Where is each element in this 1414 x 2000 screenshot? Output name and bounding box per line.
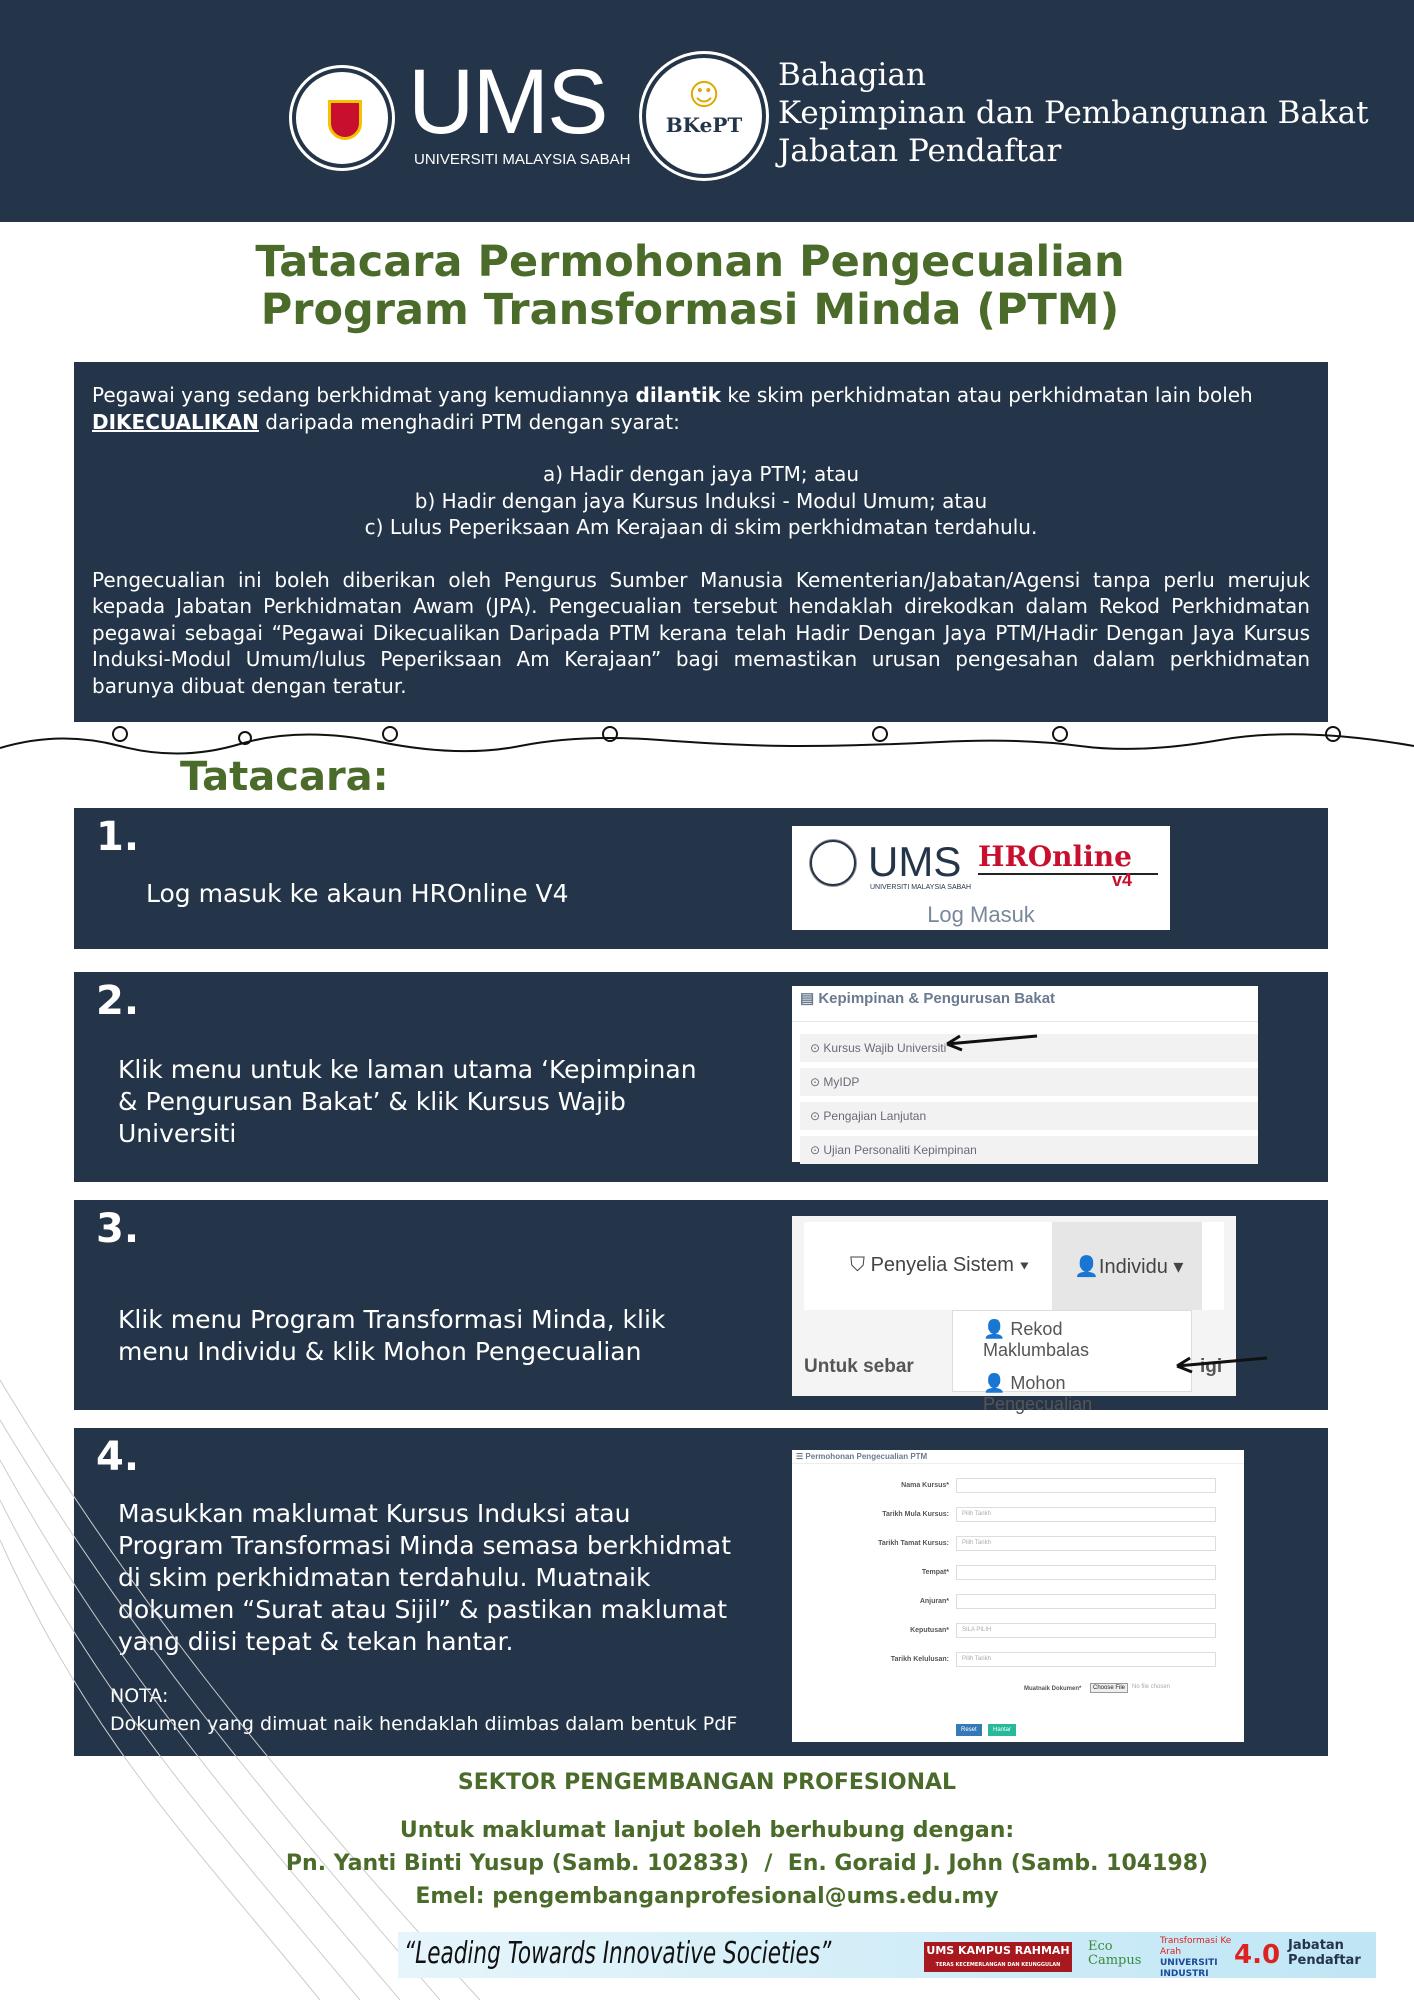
step-text: Masukkan maklumat Kursus Induksi atau Program Transformasi Minda semasa berkhidmat di skim perkhidmatan terdahulu. Muatnaik dokumen “Surat atau Sijil” & pastikan maklumat yang diisi tepat & tekan hantar. bbox=[118, 1499, 732, 1656]
bkept-logo: ☺ BKePT bbox=[642, 54, 766, 178]
application-form-screenshot: ☰ Permohonan Pengecualian PTM Nama Kursus* Tarikh Mula Kursus: Pilih Tarikh Tarikh Tamat Kursus: Pilih Tarikh Tempat* Anjuran* Keputusan* SILA PILIH Tarikh Kelulusan: Pilih Tarikh Muatnaik Dokumen* Choose File No file chosen Reset Hantar bbox=[792, 1450, 1244, 1742]
ums-logo-subtitle: UNIVERSITI MALAYSIA SABAH bbox=[414, 151, 631, 168]
menu-screenshot: ▤ Kepimpinan & Pengurusan Bakat ⊙ Kursus Wajib Universiti ⊙ MyIDP ⊙ Pengajian Lanjutan ⊙ Ujian Personaliti Kepimpinan bbox=[792, 986, 1258, 1162]
arrow-icon bbox=[1172, 1352, 1272, 1376]
step-number: 1. bbox=[96, 814, 140, 860]
step-number: 2. bbox=[96, 978, 140, 1024]
step-number: 4. bbox=[96, 1434, 140, 1480]
university-seal-logo bbox=[292, 68, 392, 168]
step-1 bbox=[74, 808, 1328, 949]
step-3 bbox=[74, 1200, 1328, 1414]
step-number: 3. bbox=[96, 1206, 140, 1252]
dropdown-item: 👤 Rekod Maklumbalas bbox=[983, 1319, 1090, 1360]
step-2 bbox=[74, 972, 1328, 1182]
step-text: Log masuk ke akaun HROnline V4 bbox=[146, 879, 569, 908]
page-title: Tatacara Permohonan Pengecualian Program Transformasi Minda (PTM) bbox=[255, 237, 1125, 335]
submit-button: Hantar bbox=[988, 1724, 1016, 1736]
menu-dropdown-screenshot: ⛉ Penyelia Sistem ▾ 👤Individu ▾ Untuk sebar igi 👤 Rekod Maklumbalas 👤 Mohon Pengecualian bbox=[792, 1216, 1236, 1396]
sector-name: SEKTOR PENGEMBANGAN PROFESIONAL bbox=[457, 1770, 957, 1795]
contact-info: Untuk maklumat lanjut boleh berhubung dengan: Pn. Yanti Binti Yusup (Samb. 102833) / En. Goraid J. John (Samb. 104198) Emel: pengembanganprofesional@ums.edu.my bbox=[285, 1818, 1209, 1909]
header bbox=[0, 0, 1414, 222]
form-field: Keputusan* SILA PILIH bbox=[792, 1623, 1244, 1641]
wave-divider bbox=[0, 718, 1414, 758]
form-field: Nama Kursus* bbox=[792, 1478, 1244, 1496]
form-field: Tarikh Tamat Kursus: Pilih Tarikh bbox=[792, 1536, 1244, 1554]
hronline-login-screenshot: UMS UNIVERSITI MALAYSIA SABAH HROnline v4 Log Masuk bbox=[792, 826, 1170, 930]
form-field: Tarikh Kelulusan: Pilih Tarikh bbox=[792, 1652, 1244, 1670]
universiti-industri-logo: Transformasi Ke Arah UNIVERSITI INDUSTRI bbox=[1160, 1936, 1232, 1979]
slogan-banner: “Leading Towards Innovative Societies” UMS KAMPUS RAHMAH TERAS KECEMERLANGAN DAN KEUNGGULAN Eco Campus Transformasi Ke Arah UNIVERSITI INDUSTRI 4.0 Jabatan Pendaftar bbox=[398, 1932, 1376, 1978]
menu-item: ⊙ Pengajian Lanjutan bbox=[800, 1102, 1258, 1130]
book-icon: ▤ bbox=[800, 990, 819, 1007]
menu-item: ⊙ MyIDP bbox=[800, 1068, 1258, 1096]
step-text: Klik menu Program Transformasi Minda, klik menu Individu & klik Mohon Pengecualian bbox=[118, 1305, 666, 1366]
kampus-rahmah-logo: UMS KAMPUS RAHMAH TERAS KECEMERLANGAN DAN KEUNGGULAN bbox=[924, 1942, 1072, 1972]
reset-button: Reset bbox=[956, 1724, 982, 1736]
dropdown-item: 👤 Mohon Pengecualian bbox=[983, 1373, 1093, 1414]
step-text: Klik menu untuk ke laman utama ‘Kepimpinan & Pengurusan Bakat’ & klik Kursus Wajib Universiti bbox=[118, 1055, 697, 1148]
ums-logo: UMS bbox=[408, 51, 607, 153]
jabatan-pendaftar-logo: Jabatan Pendaftar bbox=[1288, 1938, 1361, 1968]
login-button: Log Masuk bbox=[927, 902, 1035, 927]
department-name: Bahagian Kepimpinan dan Pembangunan Bakat Jabatan Pendaftar bbox=[778, 57, 1369, 169]
tatacara-heading: Tatacara: bbox=[180, 754, 389, 800]
note: NOTA: Dokumen yang dimuat naik hendaklah diimbas dalam bentuk PdF bbox=[110, 1685, 738, 1735]
form-field: Anjuran* bbox=[792, 1594, 1244, 1612]
form-field: Tempat* bbox=[792, 1565, 1244, 1583]
menu-item: ⊙ Kursus Wajib Universiti bbox=[800, 1034, 1258, 1062]
info-box: Pegawai yang sedang berkhidmat yang kemudiannya dilantik ke skim perkhidmatan atau perkhidmatan lain boleh DIKECUALIKAN daripada menghadiri PTM dengan syarat: a) Hadir dengan jaya PTM; atau b) Hadir dengan jaya Kursus Induksi - Modul Umum; atau c) Lulus Peperiksaan Am Kerajaan di skim perkhidmatan terdahulu. Pengecualian ini boleh diberikan oleh Pengurus Sumber Manusia Kementerian/Jabatan/Agensi tanpa perlu merujuk kepada Jabatan Perkhidmatan Awam (JPA). Pengecualian tersebut hendaklah direkodkan dalam Rekod Perkhidmatan pegawai sebagai “Pegawai Dikecualikan Daripada PTM kerana telah Hadir Dengan Jaya PTM/Hadir Dengan Jaya Kursus Induksi-Modul Umum/lulus Peperiksaan Am Kerajaan” bagi memastikan urusan pengesahan dalam perkhidmatan barunya dibuat dengan teratur. bbox=[74, 362, 1328, 722]
eco-campus-logo: Eco Campus bbox=[1088, 1939, 1142, 1968]
arrow-icon bbox=[942, 1030, 1042, 1054]
form-field: Tarikh Mula Kursus: Pilih Tarikh bbox=[792, 1507, 1244, 1525]
menu-item: ⊙ Ujian Personaliti Kepimpinan bbox=[800, 1136, 1258, 1164]
conditions-list: a) Hadir dengan jaya PTM; atau b) Hadir dengan jaya Kursus Induksi - Modul Umum; atau c) Lulus Peperiksaan Am Kerajaan di skim perkhidmatan terdahulu. bbox=[364, 462, 1038, 539]
